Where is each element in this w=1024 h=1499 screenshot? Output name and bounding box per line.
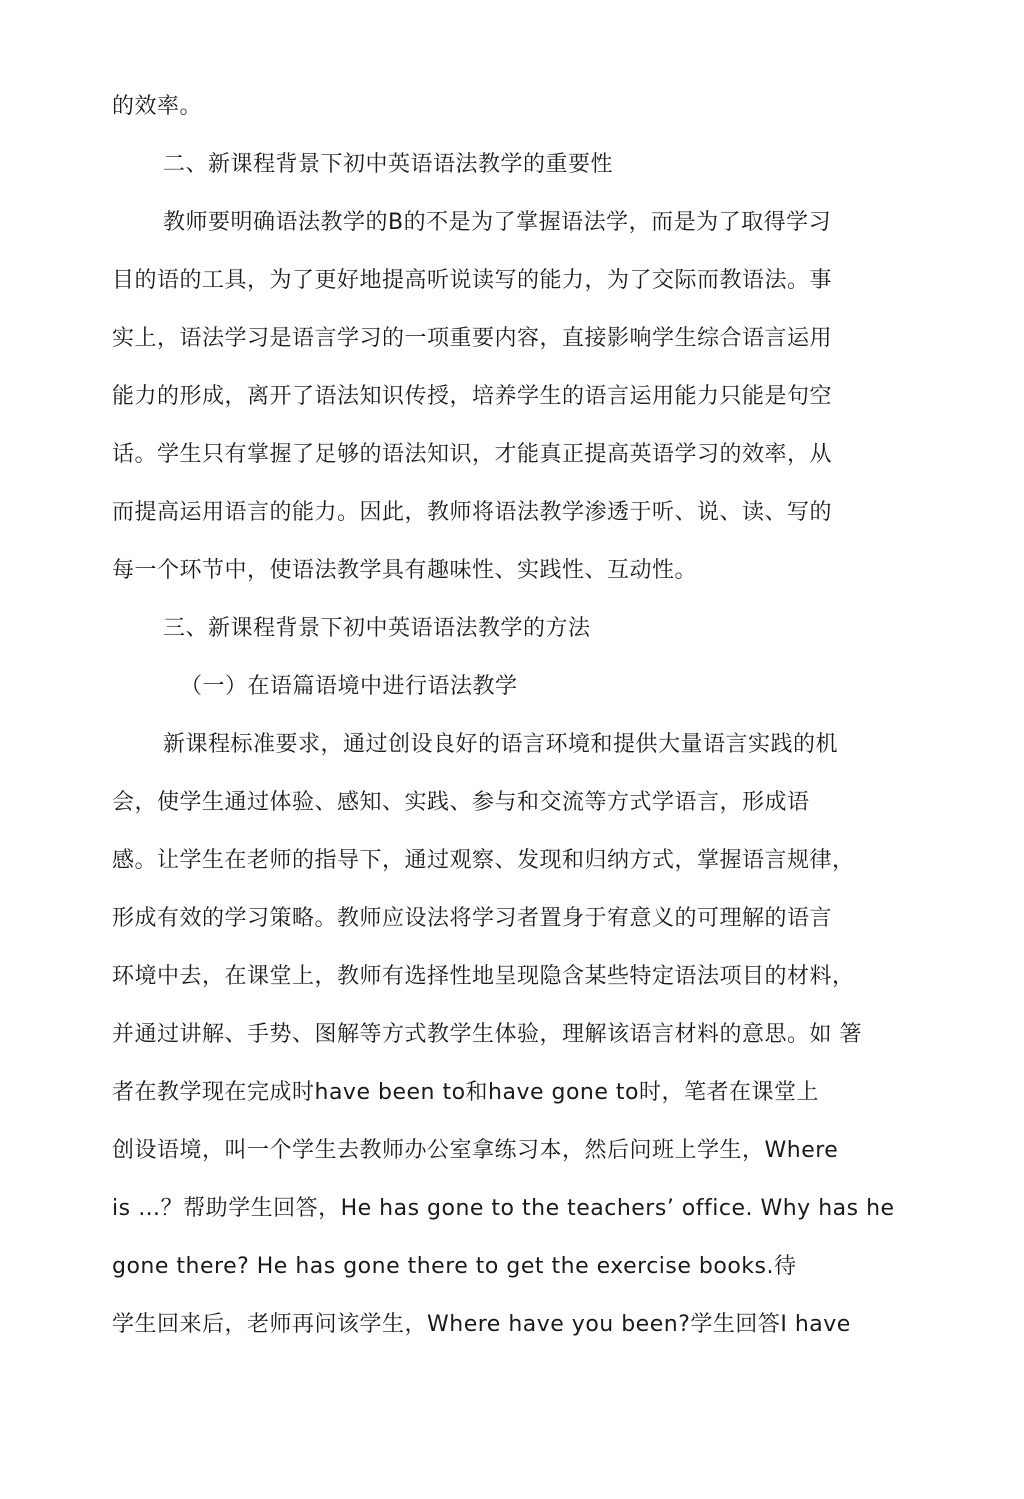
section-heading: 二、新课程背景下初中英语语法教学的重要性 (163, 152, 614, 177)
paragraph-line: 的效率。 (112, 94, 203, 119)
paragraph-line: is …？帮助学生回答，He has gone to the teachers’ office. Why has he (112, 1196, 895, 1221)
paragraph-line: 环境中去，在课堂上，教师有选择性地呈现隐含某些特定语法项目的材料， (112, 964, 855, 989)
paragraph-line: 实上，语法学习是语言学习的一项重要内容，直接影响学生综合语言运用 (112, 326, 833, 351)
paragraph-line: 会，使学生通过体验、感知、实践、参与和交流等方式学语言，形成语 (112, 790, 810, 815)
paragraph-line: 新课程标准要求，通过创设良好的语言环境和提供大量语言实践的机 (163, 732, 839, 757)
paragraph-line: 并通过讲解、手势、图解等方式教学生体验，理解该语言材料的意思。如 箸 (112, 1022, 862, 1047)
paragraph-line: 形成有效的学习策略。教师应设法将学习者置身于宥意义的可理解的语言 (112, 906, 833, 931)
paragraph-line: 话。学生只有掌握了足够的语法知识，才能真正提高英语学习的效率，从 (112, 442, 833, 467)
subsection-heading: （一）在语篇语境中进行语法教学 (180, 674, 518, 699)
section-heading: 三、新课程背景下初中英语语法教学的方法 (163, 616, 591, 641)
paragraph-line: 目的语的工具，为了更好地提高听说读写的能力，为了交际而教语法。事 (112, 268, 833, 293)
paragraph-line: 能力的形成，离开了语法知识传授，培养学生的语言运用能力只能是句空 (112, 384, 833, 409)
paragraph-line: 创设语境，叫一个学生去教师办公室拿练习本，然后问班上学生，Where (112, 1138, 839, 1163)
paragraph-line: 每一个环节中，使语法教学具有趣味性、实践性、互动性。 (112, 558, 698, 583)
paragraph-line: 学生回来后，老师再问该学生，Where have you been?学生回答I have (112, 1312, 851, 1337)
paragraph-line: 而提高运用语言的能力。因此，教师将语法教学渗透于听、说、读、写的 (112, 500, 833, 525)
paragraph-line: gone there? He has gone there to get the exercise books.待 (112, 1254, 797, 1279)
paragraph-line: 教师要明确语法教学的B的不是为了掌握语法学，而是为了取得学习 (163, 210, 832, 235)
paragraph-line: 者在教学现在完成时have been to和have gone to时，笔者在课堂上 (112, 1080, 819, 1105)
paragraph-line: 感。让学生在老师的指导下，通过观察、发现和归纳方式，掌握语言规律， (112, 848, 855, 873)
